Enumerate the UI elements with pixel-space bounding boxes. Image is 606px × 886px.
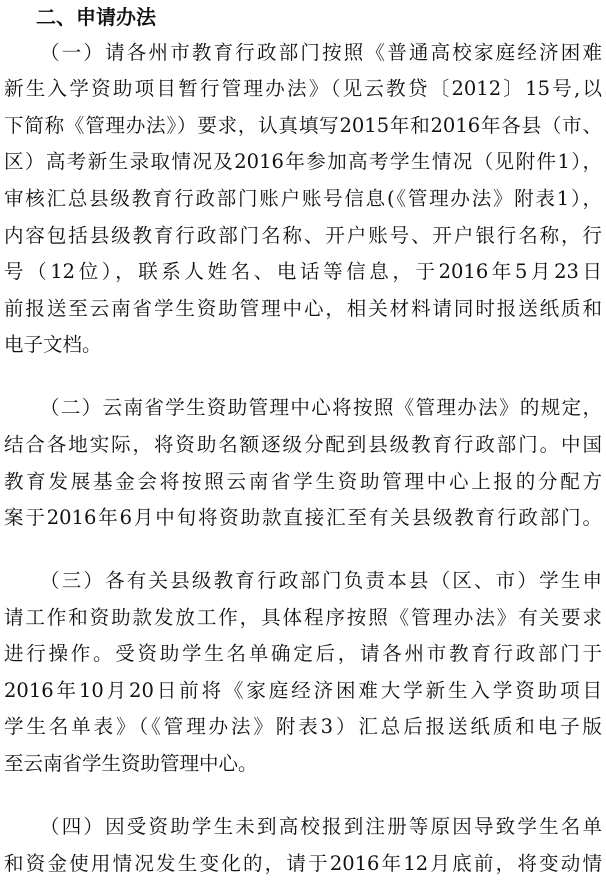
paragraph-line: 结合各地实际，将资助名额逐级分配到县级教育行政部门。中国 [4,433,602,456]
section-heading: 二、申请办法 [36,5,156,29]
paragraph-line: 教育发展基金会将按照云南省学生资助管理中心上报的分配方 [4,470,602,493]
paragraph-line: 下简称《管理办法》）要求，认真填写2015年和2016年各县（市、 [4,114,602,137]
paragraph-line: 审核汇总县级教育行政部门账户账号信息(《管理办法》附表1）， [4,187,602,210]
paragraph-line: 电子文档。 [4,333,102,356]
paragraph-line: （一）请各州市教育行政部门按照《普通高校家庭经济困难 [40,41,602,64]
paragraph-line: 学生名单表》（《管理办法》附表3）汇总后报送纸质和电子版 [4,715,602,738]
paragraph-line: 进行操作。受资助学生名单确定后，请各州市教育行政部门于 [4,642,602,665]
paragraph-line: 新生入学资助项目暂行管理办法》（见云教贷〔2012〕15号,以 [4,77,602,100]
paragraph-line: 2016年10月20日前将《家庭经济困难大学新生入学资助项目 [4,679,602,702]
paragraph-line: （二）云南省学生资助管理中心将按照《管理办法》的规定， [40,396,602,419]
paragraph-line: （三）各有关县级教育行政部门负责本县（区、市）学生申 [40,569,602,592]
paragraph-line: 前报送至云南省学生资助管理中心，相关材料请同时报送纸质和 [4,297,602,320]
paragraph-line: 至云南省学生资助管理中心。 [4,752,258,775]
paragraph-line: （四）因受资助学生未到高校报到注册等原因导致学生名单 [40,815,602,838]
paragraph-line: 案于2016年6月中旬将资助款直接汇至有关县级教育行政部门。 [4,506,602,529]
paragraph-line: 内容包括县级教育行政部门名称、开户账号、开户银行名称，行 [4,224,602,247]
paragraph-line: 号（12位），联系人姓名、电话等信息，于2016年5月23日 [4,260,602,283]
paragraph-line: 请工作和资助款发放工作，具体程序按照《管理办法》有关要求 [4,606,602,629]
paragraph-line: 和资金使用情况发生变化的，请于2016年12月底前，将变动情 [4,852,602,875]
paragraph-line: 区）高考新生录取情况及2016年参加高考学生情况（见附件1）， [4,150,602,173]
